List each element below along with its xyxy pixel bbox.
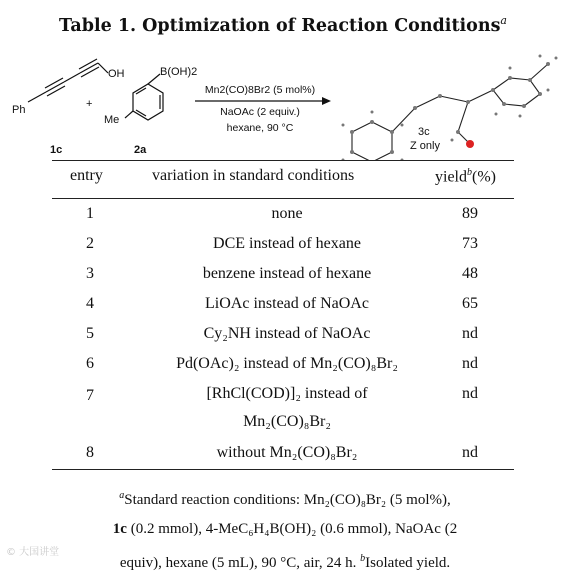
yield-cell: nd [462, 385, 478, 402]
entry-cell: 7 [86, 387, 94, 404]
footnote-line-1: $^a$Standard reaction conditions: Mn₂(CO)₈Br₂ (5 mol%), [119, 490, 451, 508]
table-footnote [30, 481, 540, 578]
boronic-acid-label: B(OH)2 [160, 66, 198, 78]
entry-cell: 4 [86, 295, 94, 312]
variation-cell-continued: Mn₂(CO)₈Br₂ [243, 413, 331, 430]
compound-label-1c: 1c [50, 144, 63, 156]
phenyl-label: Ph [12, 104, 26, 116]
yield-cell: 65 [462, 295, 478, 312]
table-row [52, 235, 514, 265]
variation-cell: LiOAc instead of NaOAc [205, 295, 369, 312]
entry-cell: 1 [86, 205, 94, 222]
footnote-line-2: 1c (0.2 mmol), 4-MeC₆H₄B(OH)₂ (0.6 mmol), NaOAc (2 [112, 521, 458, 537]
reaction-scheme [0, 40, 566, 160]
header-entry: entry [70, 167, 103, 184]
entry-cell: 3 [86, 265, 94, 282]
entry-cell: 8 [86, 444, 94, 461]
variation-cell: none [271, 205, 303, 222]
plus-sign: + [86, 98, 93, 110]
compound-label-3c: 3c [418, 126, 430, 138]
table-top-rule [52, 160, 514, 161]
yield-cell: nd [462, 355, 478, 372]
variation-cell: benzene instead of hexane [202, 265, 372, 282]
compound-label-2a: 2a [134, 144, 147, 156]
variation-cell: DCE instead of hexane [213, 235, 361, 252]
entry-cell: 2 [86, 235, 94, 252]
yield-cell: nd [462, 325, 478, 342]
condition-catalyst: Mn2(CO)8Br2 (5 mol%) [204, 84, 316, 96]
table-row [52, 444, 514, 474]
yield-cell: 48 [462, 265, 478, 282]
variation-cell: [RhCl(COD)]₂ instead of [206, 385, 368, 402]
footnote-compound-1c: 1c [112, 521, 127, 537]
yield-cell: 73 [462, 235, 478, 252]
table-header-rule [52, 198, 514, 199]
yield-cell: 89 [462, 205, 478, 222]
table-title: Table 1. Optimization of Reaction Conditions$^a$ [59, 14, 507, 36]
table-row [52, 325, 514, 355]
variation-cell: Pd(OAc)₂ instead of Mn₂(CO)₈Br₂ [176, 355, 398, 372]
footnote-mark-b: b [360, 553, 366, 564]
variation-cell: Cy₂NH instead of NaOAc [203, 325, 371, 342]
watermark: © 大国讲堂 [6, 547, 60, 558]
title-footnote-mark: a [500, 14, 507, 27]
table-row [52, 205, 514, 235]
yield-cell: nd [462, 444, 478, 461]
methyl-label: Me [104, 114, 120, 126]
header-variation: variation in standard conditions [152, 167, 355, 184]
hydroxyl-label: OH [108, 68, 125, 80]
reaction-scheme-drawing [0, 40, 566, 160]
entry-cell: 6 [86, 355, 94, 372]
condition-base: NaOAc (2 equiv.) [220, 106, 300, 118]
table-row [52, 385, 514, 443]
table-row [52, 265, 514, 295]
footnote-line-3: equiv), hexane (5 mL), 90 °C, air, 24 h. $^b$Isolated yield. [119, 553, 451, 571]
table-row [52, 355, 514, 385]
condition-solvent-temp: hexane, 90 °C [226, 122, 294, 134]
product-stereo-note: Z only [410, 140, 440, 152]
table-row [52, 295, 514, 325]
footnote-mark-a: a [119, 490, 125, 501]
variation-cell: without Mn₂(CO)₈Br₂ [216, 444, 358, 461]
entry-cell: 5 [86, 325, 94, 342]
header-yield: yield$^b$(%) [435, 167, 496, 186]
